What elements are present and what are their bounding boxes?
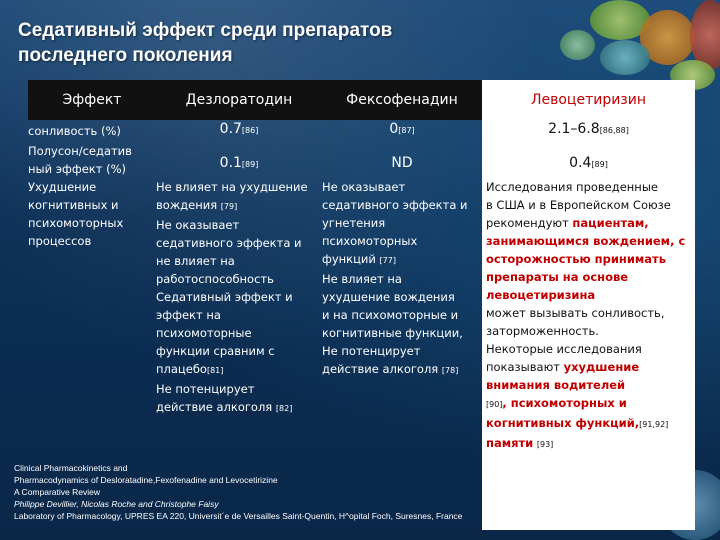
text-line (486, 414, 695, 434)
value: 0 (389, 121, 399, 137)
text-line (486, 434, 695, 454)
label-line: психомоторных (28, 216, 124, 230)
text-line: может вызывать сонливость, (486, 306, 665, 320)
reference: [77] (379, 256, 396, 265)
text-line (322, 250, 482, 270)
text-line (486, 358, 695, 376)
label-line: Полусон/седатив (28, 144, 132, 158)
slide-title-line-2: последнего поколения (18, 45, 233, 66)
citation-line: Laboratory of Pharmacology, UPRES EA 220, Universit´e de Versailles Saint-Quentin, H^opital Foch, Suresnes, France (14, 511, 463, 521)
text-line: Не влияет на ухудшение (156, 180, 308, 194)
decorative-cell-shape (560, 30, 595, 60)
row-sedation-desloratadine (156, 154, 322, 174)
highlight: пациентам, (572, 216, 649, 230)
row-cognitive-desloratadine (156, 178, 322, 418)
row-somnolence-label: сонливость (%) (28, 124, 121, 138)
reference: [86] (241, 126, 259, 135)
text-line: Исследования проведенные (486, 180, 658, 194)
slide-title (18, 18, 538, 68)
value: 0.4 (569, 155, 592, 171)
highlight: когнитивных функций, (486, 416, 640, 430)
highlight-line: внимания водителей (486, 378, 626, 392)
text-line: Не влияет на (322, 272, 402, 286)
citation-line: Pharmacodynamics of Desloratadine,Fexofenadine and Levocetirizine (14, 475, 278, 485)
text-line: седативного эффекта и (322, 198, 468, 212)
label-line: когнитивных и (28, 198, 119, 212)
reference: [89] (591, 160, 608, 169)
highlight-line: препараты на основе (486, 270, 629, 284)
text-line: работоспособность (156, 272, 274, 286)
text: плацебо (156, 362, 207, 376)
text-line: Не оказывает (322, 180, 406, 194)
text-line (156, 196, 322, 216)
text-line: заторможенность. (486, 324, 599, 338)
text-line: психомоторных (322, 234, 418, 248)
text: рекомендуют (486, 216, 569, 230)
header-effect: Эффект (28, 80, 156, 120)
value: 2.1–6.8 (548, 121, 600, 137)
reference: [81] (206, 366, 224, 375)
text: вождения (156, 198, 218, 212)
decorative-cell-shape (600, 40, 650, 75)
reference: [90] (486, 400, 503, 409)
text-line (156, 398, 322, 418)
row-sedation-fexofenadine (322, 154, 482, 172)
label-line: Ухудшение (28, 180, 97, 194)
label-line: ный эффект (%) (28, 162, 126, 176)
reference: [86,88] (599, 126, 629, 135)
authors-text: Philippe Devillier, Nicolas Roche and Christophe Faisy (14, 499, 219, 509)
highlight: памяти (486, 436, 534, 450)
text-line: Не потенцирует (322, 344, 421, 358)
text-line (156, 360, 322, 380)
row-cognitive-levocetirizine (482, 178, 695, 454)
highlight-line: занимающимся вождением, с (486, 234, 686, 248)
text-line: функции сравним с (156, 344, 275, 358)
header-levocetirizine: Левоцетиризин (482, 80, 695, 120)
text: действие алкоголя (322, 362, 439, 376)
citation-line: Clinical Pharmacokinetics and (14, 463, 128, 473)
highlight-line: левоцетиризина (486, 288, 596, 302)
text-line (486, 394, 695, 414)
row-cognitive-fexofenadine (322, 178, 482, 380)
row-somnolence-desloratadine (156, 120, 322, 140)
header-desloratadine: Дезлоратодин (156, 80, 322, 120)
highlight: ухудшение (563, 360, 640, 374)
text: действие алкоголя (156, 400, 273, 414)
text-line: седативного эффекта и (156, 236, 302, 250)
reference: [82] (275, 404, 293, 413)
value: 0.7 (219, 121, 242, 137)
reference: [79] (220, 202, 238, 211)
row-somnolence-levocetirizine (482, 120, 695, 140)
value: 0.1 (219, 155, 242, 171)
reference: [89] (241, 160, 259, 169)
text-line: в США и в Европейском Союзе (486, 198, 671, 212)
text-line: Некоторые исследования (486, 342, 642, 356)
value: ND (391, 155, 413, 171)
reference: [93] (536, 440, 554, 449)
reference: [78] (441, 366, 459, 375)
text-line: Не оказывает (156, 218, 240, 232)
reference: [87] (398, 126, 415, 135)
header-fexofenadine: Фексофенадин (322, 80, 482, 120)
row-somnolence-fexofenadine (322, 120, 482, 140)
citation-authors (14, 498, 554, 510)
citation-footer (14, 462, 554, 522)
text-line: и на психомоторные и (322, 308, 459, 322)
row-sedation-levocetirizine (482, 154, 695, 174)
citation-line: A Comparative Review (14, 487, 100, 497)
text-line: не влияет на (156, 254, 235, 268)
text-line: Седативный эффект и (156, 290, 293, 304)
reference: [91,92] (639, 420, 669, 429)
highlight-line: осторожностью принимать (486, 252, 666, 266)
text-line: эффект на (156, 308, 221, 322)
text-line (486, 214, 695, 232)
text-line (322, 360, 482, 380)
row-sedation-label (28, 142, 156, 178)
highlight: , психомоторных и (502, 396, 627, 410)
text: показывают (486, 360, 560, 374)
slide-title-line-1: Седативный эффект среди препаратов (18, 20, 393, 41)
text-line: угнетения (322, 216, 386, 230)
text-line: Не потенцирует (156, 382, 255, 396)
label-line: процессов (28, 234, 92, 248)
text-line: психомоторные (156, 326, 252, 340)
row-cognitive-label (28, 178, 156, 250)
text-line: ухудшение вождения (322, 290, 455, 304)
text-line: когнитивные функции, (322, 326, 463, 340)
text: функций (322, 252, 376, 266)
